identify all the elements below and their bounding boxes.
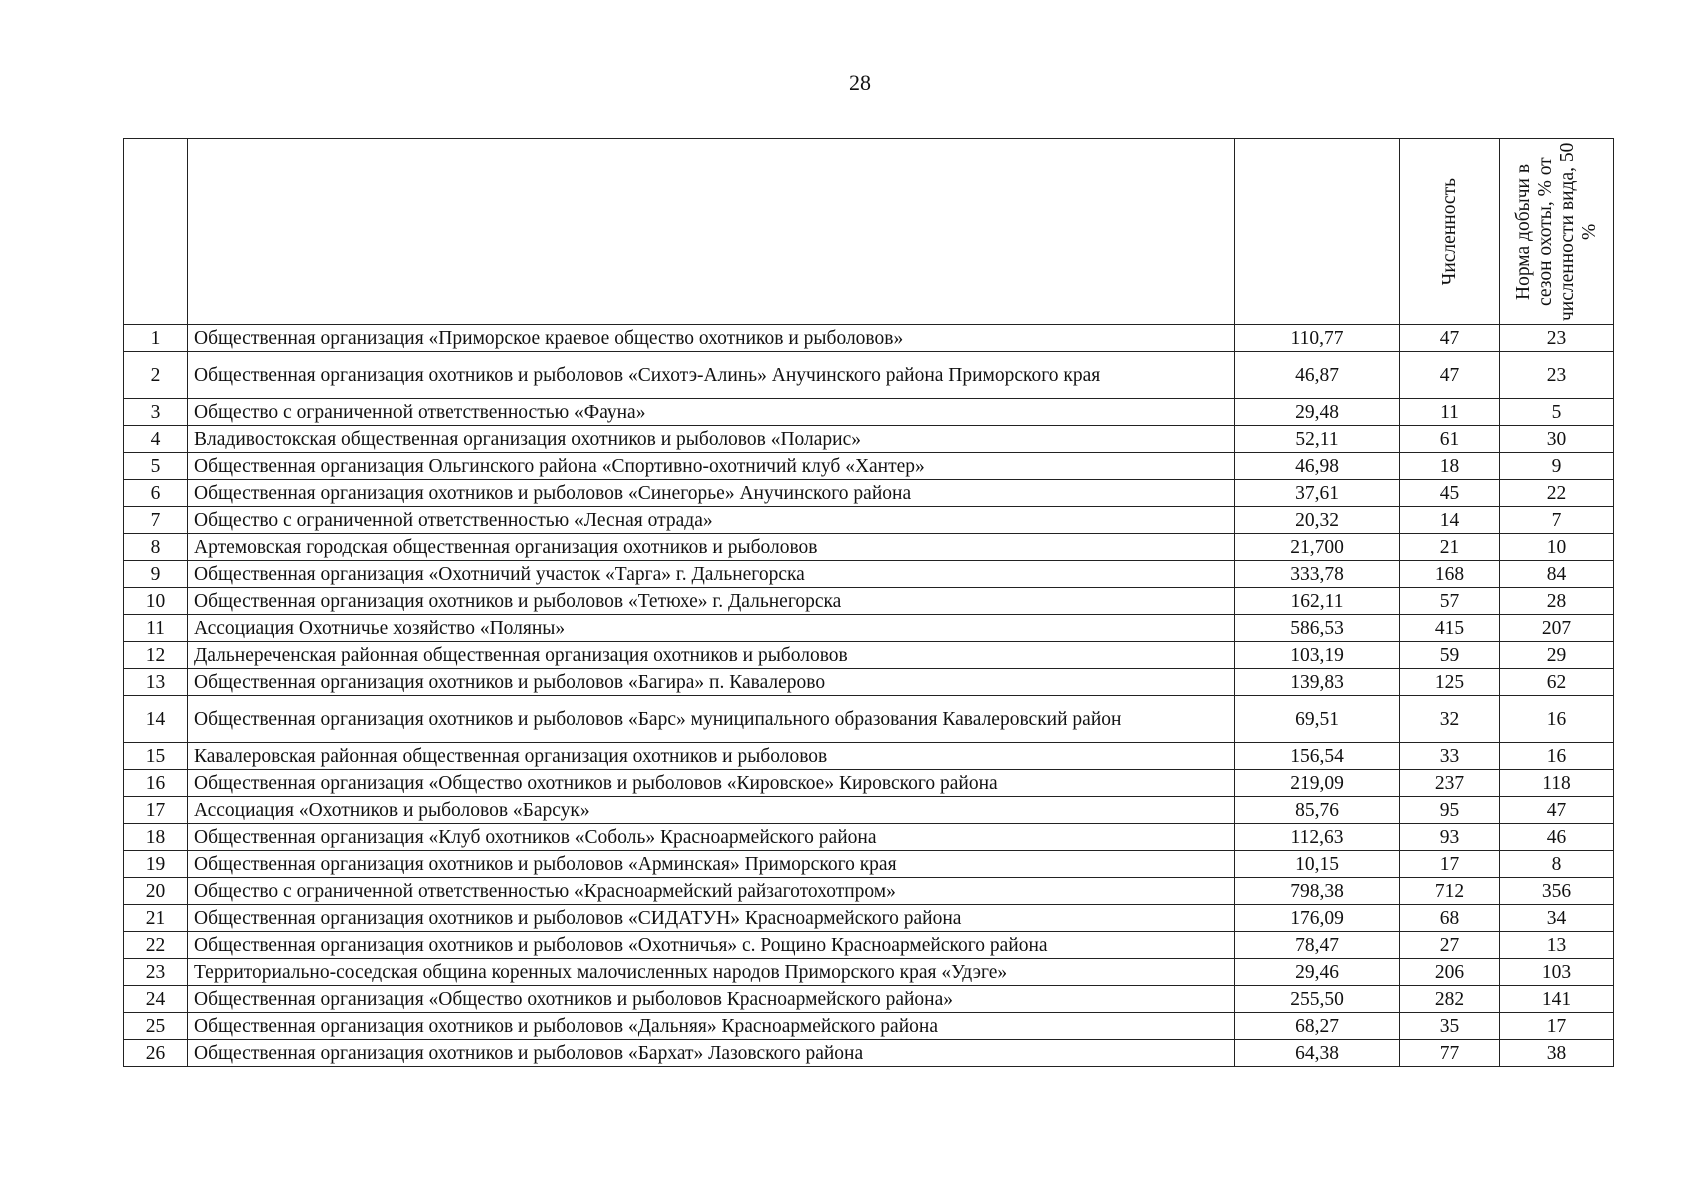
organization-name: Общественная организация охотников и рыболовов «Барс» муниципального образования Кавалеровский район (188, 696, 1235, 743)
organization-name: Ассоциация «Охотников и рыболовов «Барсук» (188, 797, 1235, 824)
row-number: 1 (124, 325, 188, 352)
table-row (124, 797, 1614, 824)
table-row (124, 669, 1614, 696)
row-number: 10 (124, 588, 188, 615)
organization-name: Ассоциация Охотничье хозяйство «Поляны» (188, 615, 1235, 642)
area-value: 219,09 (1235, 770, 1400, 797)
table-row (124, 453, 1614, 480)
population-value: 415 (1400, 615, 1500, 642)
row-number: 8 (124, 534, 188, 561)
table-row (124, 824, 1614, 851)
table-row (124, 426, 1614, 453)
population-value: 33 (1400, 743, 1500, 770)
table-row (124, 932, 1614, 959)
quota-value: 8 (1500, 851, 1614, 878)
quota-value: 17 (1500, 1013, 1614, 1040)
table-row (124, 851, 1614, 878)
population-value: 237 (1400, 770, 1500, 797)
area-value: 46,87 (1235, 352, 1400, 399)
area-value: 52,11 (1235, 426, 1400, 453)
organization-name: Общественная организация охотников и рыболовов «Багира» п. Кавалерово (188, 669, 1235, 696)
organization-name: Владивостокская общественная организация охотников и рыболовов «Поларис» (188, 426, 1235, 453)
area-value: 162,11 (1235, 588, 1400, 615)
table-row (124, 878, 1614, 905)
population-value: 712 (1400, 878, 1500, 905)
header-quota-label: Норма добычи в сезон охоты, % от численности вида, 50 % (1512, 142, 1600, 321)
population-value: 59 (1400, 642, 1500, 669)
table-row (124, 959, 1614, 986)
table-header-row (124, 139, 1614, 325)
area-value: 10,15 (1235, 851, 1400, 878)
row-number: 24 (124, 986, 188, 1013)
organization-name: Общественная организация Ольгинского района «Спортивно-охотничий клуб «Хантер» (188, 453, 1235, 480)
row-number: 15 (124, 743, 188, 770)
table-row (124, 1013, 1614, 1040)
row-number: 6 (124, 480, 188, 507)
population-value: 18 (1400, 453, 1500, 480)
quota-value: 9 (1500, 453, 1614, 480)
population-value: 125 (1400, 669, 1500, 696)
quota-value: 38 (1500, 1040, 1614, 1067)
row-number: 26 (124, 1040, 188, 1067)
row-number: 12 (124, 642, 188, 669)
area-value: 110,77 (1235, 325, 1400, 352)
row-number: 16 (124, 770, 188, 797)
area-value: 103,19 (1235, 642, 1400, 669)
organization-name: Общественная организация «Охотничий участок «Тарга» г. Дальнегорска (188, 561, 1235, 588)
organization-name: Общественная организация «Общество охотников и рыболовов «Кировское» Кировского района (188, 770, 1235, 797)
population-value: 282 (1400, 986, 1500, 1013)
organization-name: Общественная организация охотников и рыболовов «Синегорье» Анучинского района (188, 480, 1235, 507)
quota-value: 47 (1500, 797, 1614, 824)
quota-value: 22 (1500, 480, 1614, 507)
quota-value: 10 (1500, 534, 1614, 561)
area-value: 29,48 (1235, 399, 1400, 426)
area-value: 64,38 (1235, 1040, 1400, 1067)
row-number: 20 (124, 878, 188, 905)
table-row (124, 615, 1614, 642)
table-row (124, 743, 1614, 770)
table-row (124, 1040, 1614, 1067)
quota-value: 16 (1500, 696, 1614, 743)
table-row (124, 905, 1614, 932)
table-row (124, 588, 1614, 615)
quota-value: 23 (1500, 352, 1614, 399)
population-value: 14 (1400, 507, 1500, 534)
population-value: 17 (1400, 851, 1500, 878)
page-number: 28 (849, 70, 871, 95)
population-value: 27 (1400, 932, 1500, 959)
population-value: 168 (1400, 561, 1500, 588)
row-number: 11 (124, 615, 188, 642)
population-value: 61 (1400, 426, 1500, 453)
table-row (124, 399, 1614, 426)
table-row (124, 352, 1614, 399)
organization-name: Общество с ограниченной ответственностью «Красноармейский райзаготохотпром» (188, 878, 1235, 905)
row-number: 4 (124, 426, 188, 453)
area-value: 68,27 (1235, 1013, 1400, 1040)
table-row (124, 480, 1614, 507)
organization-name: Общество с ограниченной ответственностью «Фауна» (188, 399, 1235, 426)
area-value: 156,54 (1235, 743, 1400, 770)
table-row (124, 561, 1614, 588)
header-population-label: Численность (1438, 177, 1460, 286)
row-number: 22 (124, 932, 188, 959)
organization-name: Общественная организация охотников и рыболовов «Бархат» Лазовского района (188, 1040, 1235, 1067)
quota-value: 62 (1500, 669, 1614, 696)
area-value: 139,83 (1235, 669, 1400, 696)
organization-name: Общественная организация «Приморское краевое общество охотников и рыболовов» (188, 325, 1235, 352)
quota-value: 46 (1500, 824, 1614, 851)
row-number: 21 (124, 905, 188, 932)
area-value: 46,98 (1235, 453, 1400, 480)
population-value: 206 (1400, 959, 1500, 986)
organization-name: Территориально-соседская община коренных малочисленных народов Приморского края «Удэге» (188, 959, 1235, 986)
organization-name: Общественная организация охотников и рыболовов «Охотничья» с. Рощино Красноармейского района (188, 932, 1235, 959)
organization-name: Общественная организация охотников и рыболовов «Сихотэ-Алинь» Анучинского района Приморского края (188, 352, 1235, 399)
population-value: 11 (1400, 399, 1500, 426)
table-row (124, 507, 1614, 534)
table-row (124, 986, 1614, 1013)
area-value: 29,46 (1235, 959, 1400, 986)
row-number: 3 (124, 399, 188, 426)
table-row (124, 534, 1614, 561)
organization-name: Общественная организация «Клуб охотников «Соболь» Красноармейского района (188, 824, 1235, 851)
organization-name: Общественная организация охотников и рыболовов «Тетюхе» г. Дальнегорска (188, 588, 1235, 615)
organization-name: Дальнереченская районная общественная организация охотников и рыболовов (188, 642, 1235, 669)
quota-value: 23 (1500, 325, 1614, 352)
table-row (124, 696, 1614, 743)
population-value: 32 (1400, 696, 1500, 743)
row-number: 17 (124, 797, 188, 824)
area-value: 255,50 (1235, 986, 1400, 1013)
row-number: 5 (124, 453, 188, 480)
population-value: 45 (1400, 480, 1500, 507)
row-number: 14 (124, 696, 188, 743)
organization-name: Общество с ограниченной ответственностью «Лесная отрада» (188, 507, 1235, 534)
table-body (124, 325, 1614, 1067)
header-population (1400, 139, 1500, 325)
population-value: 47 (1400, 325, 1500, 352)
area-value: 37,61 (1235, 480, 1400, 507)
quota-value: 118 (1500, 770, 1614, 797)
area-value: 333,78 (1235, 561, 1400, 588)
header-organization (188, 139, 1235, 325)
population-value: 93 (1400, 824, 1500, 851)
quota-value: 29 (1500, 642, 1614, 669)
area-value: 112,63 (1235, 824, 1400, 851)
row-number: 23 (124, 959, 188, 986)
area-value: 586,53 (1235, 615, 1400, 642)
organization-name: Артемовская городская общественная организация охотников и рыболовов (188, 534, 1235, 561)
quota-value: 84 (1500, 561, 1614, 588)
quota-value: 30 (1500, 426, 1614, 453)
header-quota (1500, 139, 1614, 325)
quota-value: 34 (1500, 905, 1614, 932)
area-value: 78,47 (1235, 932, 1400, 959)
quota-value: 28 (1500, 588, 1614, 615)
table-row (124, 325, 1614, 352)
row-number: 9 (124, 561, 188, 588)
quota-value: 5 (1500, 399, 1614, 426)
header-area (1235, 139, 1400, 325)
area-value: 85,76 (1235, 797, 1400, 824)
quota-value: 13 (1500, 932, 1614, 959)
row-number: 18 (124, 824, 188, 851)
row-number: 25 (124, 1013, 188, 1040)
population-value: 77 (1400, 1040, 1500, 1067)
population-value: 47 (1400, 352, 1500, 399)
quota-value: 103 (1500, 959, 1614, 986)
row-number: 7 (124, 507, 188, 534)
area-value: 69,51 (1235, 696, 1400, 743)
row-number: 2 (124, 352, 188, 399)
quota-value: 7 (1500, 507, 1614, 534)
population-value: 68 (1400, 905, 1500, 932)
header-number (124, 139, 188, 325)
population-value: 21 (1400, 534, 1500, 561)
population-value: 95 (1400, 797, 1500, 824)
quota-value: 207 (1500, 615, 1614, 642)
organization-name: Общественная организация охотников и рыболовов «Дальняя» Красноармейского района (188, 1013, 1235, 1040)
organization-name: Кавалеровская районная общественная организация охотников и рыболовов (188, 743, 1235, 770)
organization-name: Общественная организация охотников и рыболовов «СИДАТУН» Красноармейского района (188, 905, 1235, 932)
area-value: 798,38 (1235, 878, 1400, 905)
organization-name: Общественная организация охотников и рыболовов «Арминская» Приморского края (188, 851, 1235, 878)
hunting-quota-table (123, 138, 1614, 1067)
quota-value: 141 (1500, 986, 1614, 1013)
area-value: 20,32 (1235, 507, 1400, 534)
organization-name: Общественная организация «Общество охотников и рыболовов Красноармейского района» (188, 986, 1235, 1013)
population-value: 57 (1400, 588, 1500, 615)
row-number: 19 (124, 851, 188, 878)
area-value: 176,09 (1235, 905, 1400, 932)
quota-value: 16 (1500, 743, 1614, 770)
row-number: 13 (124, 669, 188, 696)
table-row (124, 642, 1614, 669)
quota-value: 356 (1500, 878, 1614, 905)
area-value: 21,700 (1235, 534, 1400, 561)
population-value: 35 (1400, 1013, 1500, 1040)
table-row (124, 770, 1614, 797)
